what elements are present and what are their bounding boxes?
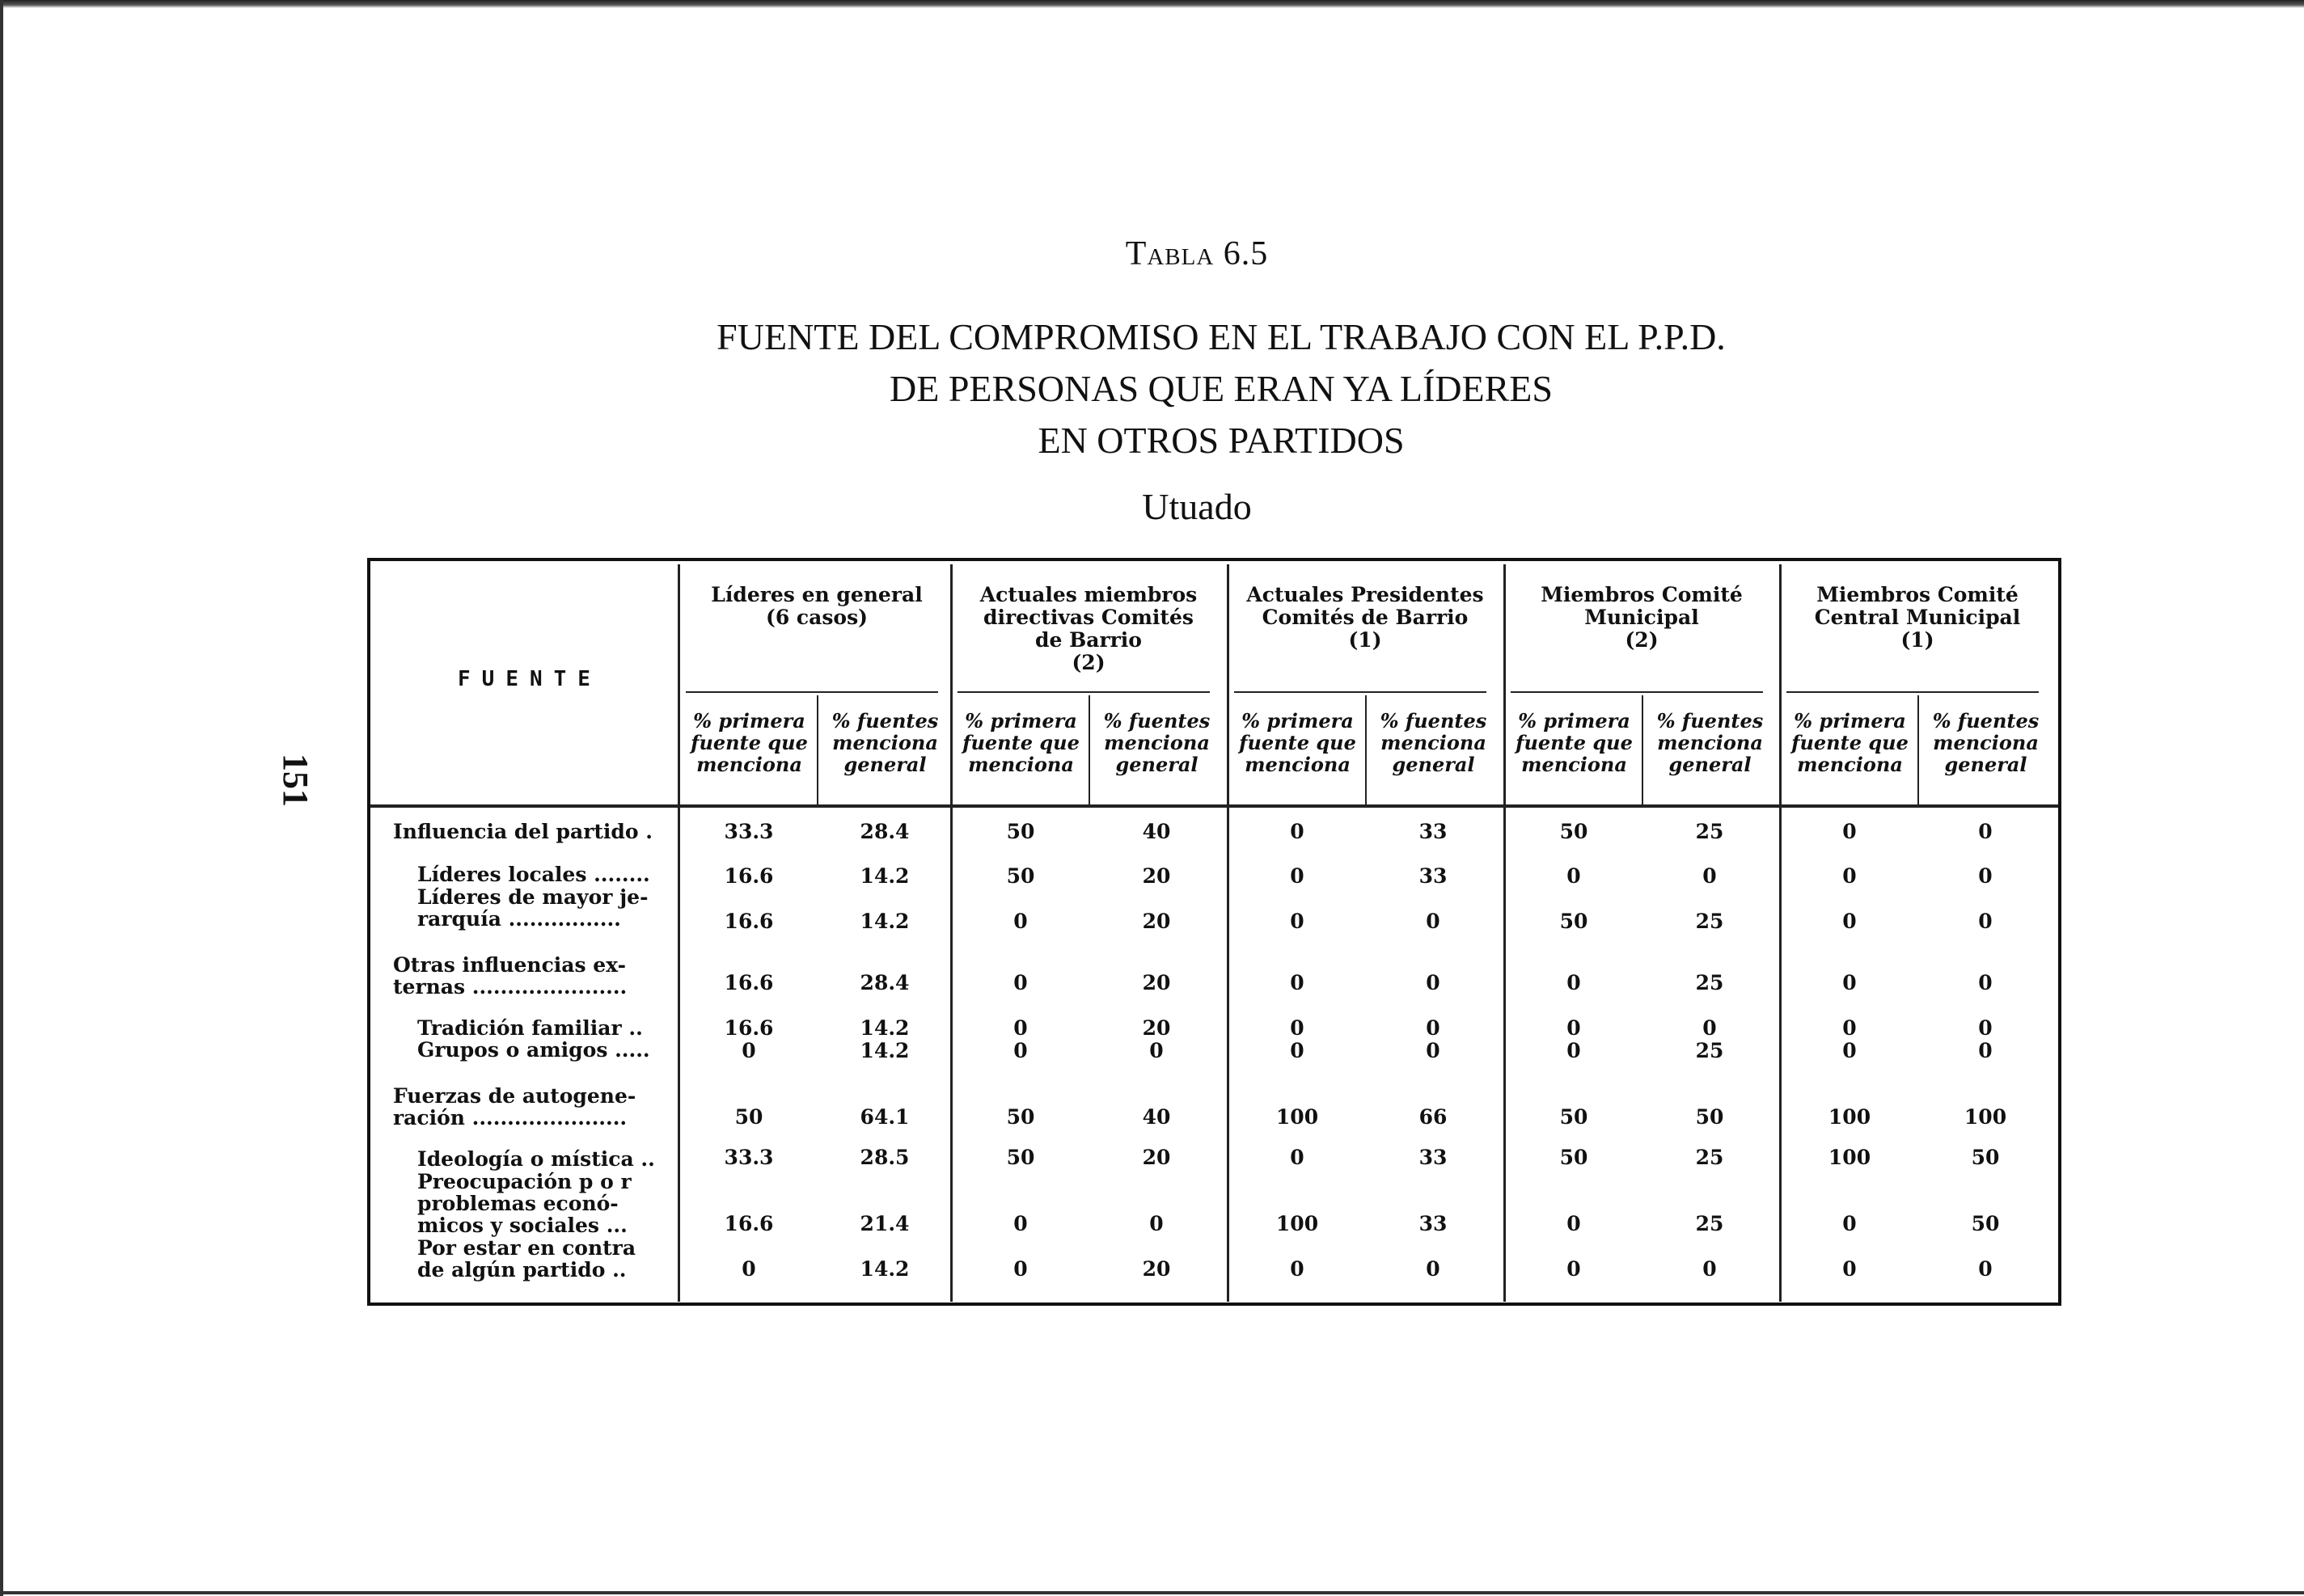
- table-cell: 25: [1695, 820, 1724, 843]
- subheader-general-mention: % fuentes menciona general: [831, 709, 939, 776]
- table-cell: 66: [1418, 1105, 1448, 1129]
- table-cell: 0 0: [1842, 1016, 1857, 1062]
- subheader-general-mention: % fuentes menciona general: [1656, 709, 1764, 776]
- group-header-rule: [1786, 691, 2039, 693]
- table-cell: 50: [734, 1105, 763, 1129]
- table-cell: 20: [1142, 910, 1171, 933]
- table-cell: 25: [1695, 971, 1724, 994]
- group-header: Líderes en general (6 casos): [711, 583, 923, 629]
- table-cell: 50: [1559, 1105, 1588, 1129]
- table-cell: 16.6: [724, 971, 774, 994]
- table-cell: 21.4: [860, 1212, 910, 1235]
- table-cell: 0: [1566, 1257, 1581, 1281]
- group-header: Miembros Comité Central Municipal (1): [1814, 583, 2021, 652]
- group-header-rule: [1234, 691, 1486, 693]
- table-cell: 0: [1290, 910, 1304, 933]
- title-line-3: EN OTROS PARTIDOS: [1038, 420, 1405, 461]
- row-label: Influencia del partido .: [393, 820, 653, 843]
- table-cell: 0: [1013, 971, 1028, 994]
- table-cell: 20: [1142, 1257, 1171, 1281]
- group-header: Miembros Comité Municipal (2): [1541, 583, 1743, 652]
- table-cell: 0 0: [1426, 1016, 1440, 1062]
- table-label: Tabla 6.5: [1125, 235, 1269, 272]
- table-cell: 20: [1142, 864, 1171, 888]
- table-cell: 20: [1142, 971, 1171, 994]
- table-cell: 40: [1142, 820, 1171, 843]
- table-cell: 0: [1290, 864, 1304, 888]
- table-cell: 0 0: [1978, 1016, 1993, 1062]
- table-cell: 33.3: [724, 1146, 774, 1169]
- header-bottom-rule: [370, 804, 2058, 808]
- table-cell: 100: [1964, 1105, 2007, 1129]
- table-cell: 16.6 0: [724, 1016, 774, 1062]
- table-cell: 0: [1290, 820, 1304, 843]
- table-cell: 33.3: [724, 820, 774, 843]
- table-cell: 100: [1828, 1105, 1871, 1129]
- table-cell: 50: [1559, 820, 1588, 843]
- table-cell: 16.6: [724, 1212, 774, 1235]
- subheader-general-mention: % fuentes menciona general: [1103, 709, 1211, 776]
- group-header: Actuales Presidentes Comités de Barrio (1): [1246, 583, 1484, 652]
- table-cell: 0: [1290, 1257, 1304, 1281]
- table-cell: 0: [1702, 864, 1717, 888]
- table-cell: 100: [1275, 1105, 1319, 1129]
- page-number: 151: [276, 754, 315, 807]
- table-cell: 25: [1695, 1212, 1724, 1235]
- group-header-rule: [1511, 691, 1763, 693]
- group-header: Actuales miembros directivas Comités de Barrio (2): [979, 583, 1198, 674]
- table-cell: 0: [1842, 1257, 1857, 1281]
- subheader-first-source: % primera fuente que menciona: [962, 709, 1080, 776]
- table-cell: 0 0: [1013, 1016, 1028, 1062]
- table-cell: 14.2: [860, 1257, 910, 1281]
- table-cell: 50: [1695, 1105, 1724, 1129]
- table-cell: 0: [1978, 971, 1993, 994]
- table-cell: 0 0: [1290, 1016, 1304, 1062]
- subheader-general-mention: % fuentes menciona general: [1932, 709, 2040, 776]
- table-cell: 0: [1978, 1257, 1993, 1281]
- table-cell: 0: [1013, 1212, 1028, 1235]
- table-cell: 0: [1978, 820, 1993, 843]
- title-line-1: FUENTE DEL COMPROMISO EN EL TRABAJO CON EL P.P.D.: [717, 316, 1726, 357]
- subheader-first-source: % primera fuente que menciona: [1239, 709, 1356, 776]
- table-cell: 50: [1971, 1212, 2000, 1235]
- table-cell: 0: [1842, 864, 1857, 888]
- table-cell: 28.4: [860, 971, 910, 994]
- table-cell: 20: [1142, 1146, 1171, 1169]
- table-cell: 28.4: [860, 820, 910, 843]
- row-label: Tradición familiar .. Grupos o amigos .....: [417, 1016, 650, 1062]
- table-cell: 14.2: [860, 864, 910, 888]
- page-bottom-edge: [0, 1591, 2304, 1594]
- subheader-first-source: % primera fuente que menciona: [691, 709, 808, 776]
- table-subtitle: Utuado: [1142, 486, 1252, 527]
- table-cell: 0: [1290, 1146, 1304, 1169]
- group-header-rule: [686, 691, 938, 693]
- table-cell: 0: [1566, 864, 1581, 888]
- group-header-rule: [958, 691, 1210, 693]
- table-cell: 50: [1006, 820, 1035, 843]
- table-cell: 0 25: [1695, 1016, 1724, 1062]
- subheader-first-source: % primera fuente que menciona: [1791, 709, 1909, 776]
- page-left-edge: [0, 0, 3, 1596]
- table-cell: 0: [1842, 1212, 1857, 1235]
- table-cell: 0: [1702, 1257, 1717, 1281]
- table-cell: 0: [1426, 971, 1440, 994]
- table-cell: 40: [1142, 1105, 1171, 1129]
- table-cell: 0: [1426, 910, 1440, 933]
- table-cell: 0: [742, 1257, 756, 1281]
- table-title: [453, 311, 1989, 467]
- table-cell: 16.6: [724, 864, 774, 888]
- group-divider: [1779, 564, 1782, 1302]
- row-label: Líderes de mayor je- rarquía ................: [417, 885, 649, 931]
- page-top-edge: [0, 0, 2304, 8]
- table-cell: 33: [1418, 820, 1448, 843]
- table-cell: 0: [1290, 971, 1304, 994]
- table-cell: 64.1: [860, 1105, 910, 1129]
- fuente-column-header: FUENTE: [458, 667, 602, 691]
- table-cell: 0: [1978, 910, 1993, 933]
- table-cell: 0: [1426, 1257, 1440, 1281]
- table-cell: 25: [1695, 1146, 1724, 1169]
- group-divider: [1227, 564, 1229, 1302]
- table-cell: 0: [1842, 971, 1857, 994]
- group-divider: [1503, 564, 1506, 1302]
- table-cell: 0: [1013, 910, 1028, 933]
- table-cell: 0: [1013, 1257, 1028, 1281]
- title-line-2: DE PERSONAS QUE ERAN YA LÍDERES: [890, 368, 1553, 409]
- table-cell: 50: [1006, 1105, 1035, 1129]
- table-cell: 50: [1559, 1146, 1588, 1169]
- table-cell: 0: [1842, 820, 1857, 843]
- table-cell: 33: [1418, 864, 1448, 888]
- table-cell: 16.6: [724, 910, 774, 933]
- table-cell: 14.2 14.2: [860, 1016, 910, 1062]
- subheader-first-source: % primera fuente que menciona: [1516, 709, 1633, 776]
- subheader-general-mention: % fuentes menciona general: [1380, 709, 1487, 776]
- table-cell: 0 0: [1566, 1016, 1581, 1062]
- table-cell: 14.2: [860, 910, 910, 933]
- table-cell: 50: [1006, 1146, 1035, 1169]
- table-cell: 0: [1978, 864, 1993, 888]
- row-label: Otras influencias ex- ternas ......................: [393, 953, 628, 999]
- row-label: Por estar en contra de algún partido ..: [417, 1236, 636, 1281]
- row-label: Preocupación p o r problemas econó- micos y sociales ...: [417, 1170, 632, 1237]
- table-cell: 20 0: [1142, 1016, 1171, 1062]
- row-label: Líderes locales ........: [417, 863, 650, 886]
- table-cell: 25: [1695, 910, 1724, 933]
- table-cell: 0: [1842, 910, 1857, 933]
- table-cell: 28.5: [860, 1146, 910, 1169]
- table-cell: 50: [1971, 1146, 2000, 1169]
- table-cell: 100: [1828, 1146, 1871, 1169]
- table-cell: 50: [1006, 864, 1035, 888]
- table-cell: 0: [1566, 971, 1581, 994]
- table-cell: 33: [1418, 1212, 1448, 1235]
- table-cell: 50: [1559, 910, 1588, 933]
- row-label: Fuerzas de autogene- ración ......................: [393, 1084, 636, 1129]
- row-label: Ideología o mística ..: [417, 1147, 655, 1171]
- table-cell: 0: [1149, 1212, 1164, 1235]
- group-divider: [950, 564, 953, 1302]
- table-cell: 33: [1418, 1146, 1448, 1169]
- table-cell: 0: [1566, 1212, 1581, 1235]
- table-cell: 100: [1275, 1212, 1319, 1235]
